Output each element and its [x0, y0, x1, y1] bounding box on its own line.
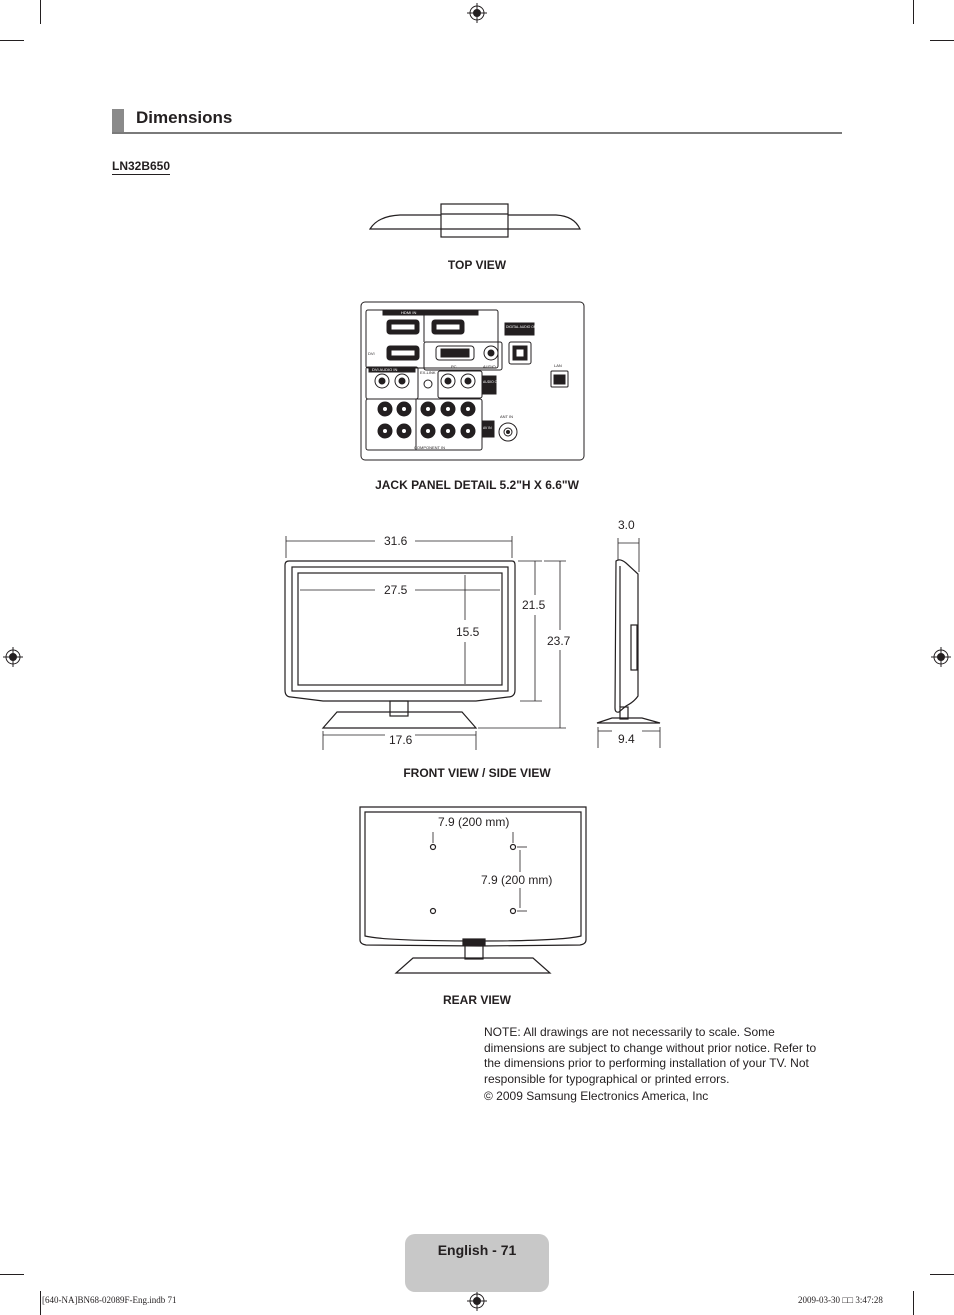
note-text: NOTE: All drawings are not necessarily to scale. Some dimensions are subject to change without prior notice. Refer to the dimensions prior to performing installation of your TV. Not responsible for typographical or printed errors.	[484, 1025, 817, 1086]
stand-depth-label: 9.4	[618, 732, 635, 746]
stand-width-label: 17.6	[389, 733, 413, 747]
dvi-label: DVI	[368, 351, 375, 356]
screen-height-label: 15.5	[456, 625, 480, 639]
hdmi-in-label: HDMI IN	[401, 310, 417, 315]
pc-label: PC	[451, 364, 457, 369]
digital-audio-out-label: DIGITAL AUDIO OUT (OPTICAL)	[506, 325, 557, 329]
lan-label: LAN	[554, 363, 562, 368]
vesa-horizontal-label: 7.9 (200 mm)	[438, 815, 510, 829]
footer-date: 2009-03-30 □□ 3:47:28	[798, 1295, 883, 1305]
copyright-text: © 2009 Samsung Electronics America, Inc	[484, 1089, 709, 1103]
vesa-vertical-label: 7.9 (200 mm)	[481, 873, 553, 887]
jack-panel-caption: JACK PANEL DETAIL 5.2"H X 6.6"W	[375, 478, 579, 492]
rear-view-caption: REAR VIEW	[442, 993, 511, 1007]
component-in-label: COMPONENT IN	[414, 445, 446, 450]
av-in-label: AV IN	[483, 426, 492, 430]
body-height-label: 21.5	[522, 598, 546, 612]
overall-width-label: 31.6	[384, 534, 408, 548]
page-number: English - 71	[437, 1242, 517, 1258]
audio-out-label: AUDIO OUT	[483, 380, 502, 384]
front-side-caption: FRONT VIEW / SIDE VIEW	[403, 766, 551, 780]
screen-width-label: 27.5	[384, 583, 408, 597]
footer-file: [640-NA]BN68-02089F-Eng.indb 71	[42, 1295, 177, 1305]
audio-label: AUDIO	[483, 364, 496, 369]
top-view-caption: TOP VIEW	[447, 258, 507, 272]
depth-label: 3.0	[618, 518, 635, 532]
ant-in-label: ANT IN	[500, 414, 514, 419]
section-title: Dimensions	[136, 108, 233, 127]
ex-link-label: EX-LINK	[420, 370, 436, 375]
dvi-audio-in-label: DVI AUDIO IN	[372, 367, 398, 372]
overall-height-label: 23.7	[547, 634, 571, 648]
model-number: LN32B650	[112, 159, 171, 173]
